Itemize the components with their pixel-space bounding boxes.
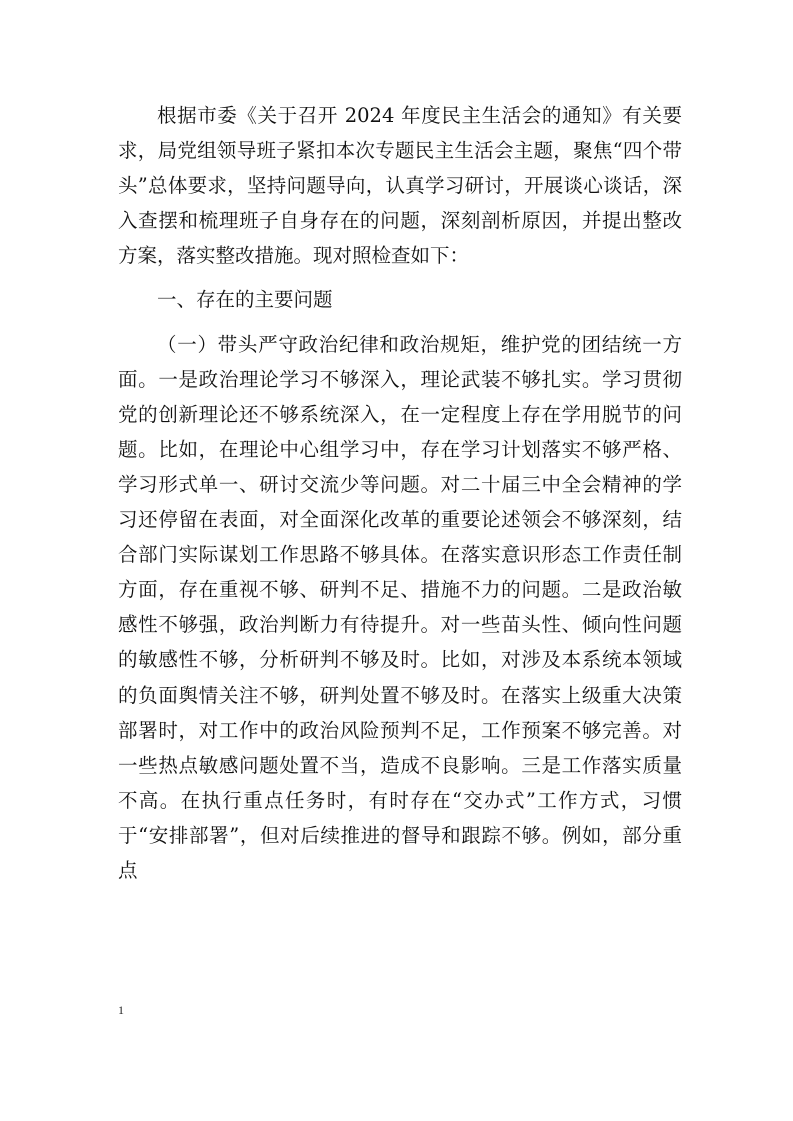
intro-paragraph: 根据市委《关于召开 2024 年度民主生活会的通知》有关要求，局党组领导班子紧扣本次专题民主生活会主题，聚焦“四个带头”总体要求，坚持问题导向，认真学习研讨，开展谈心谈话，深入查摆和梳理班子自身存在的问题，深刻剖析原因，并提出整改方案，落实整改措施。现对照检查如下： xyxy=(118,104,682,268)
section-heading: 一、存在的主要问题 xyxy=(157,288,333,312)
subsection-paragraph: （一）带头严守政治纪律和政治规矩，维护党的团结统一方面。一是政治理论学习不够深入，理论武装不够扎实。学习贯彻党的创新理论还不够系统深入，在一定程度上存在学用脱节的问题。比如，在理论中心组学习中，存在学习计划落实不够严格、学习形式单一、研讨交流少等问题。对二十届三中全会精神的学习还停留在表面，对全面深化改革的重要论述领会不够深刻，结合部门实际谋划工作思路不够具体。在落实意识形态工作责任制方面，存在重视不够、研判不足、措施不力的问题。二是政治敏感性不够强，政治判断力有待提升。对一些苗头性、倾向性问题的敏感性不够，分析研判不够及时。比如，对涉及本系统本领域的负面舆情关注不够，研判处置不够及时。在落实上级重大决策部署时，对工作中的政治风险预判不足，工作预案不够完善。对一些热点敏感问题处置不当，造成不良影响。三是工作落实质量不高。在执行重点任务时，有时存在“交办式”工作方式，习惯于“安排部署”，但对后续推进的督导和跟踪不够。例如，部分重点 xyxy=(118,332,682,882)
document-body xyxy=(118,98,682,888)
page-number: 1 xyxy=(118,1003,124,1017)
